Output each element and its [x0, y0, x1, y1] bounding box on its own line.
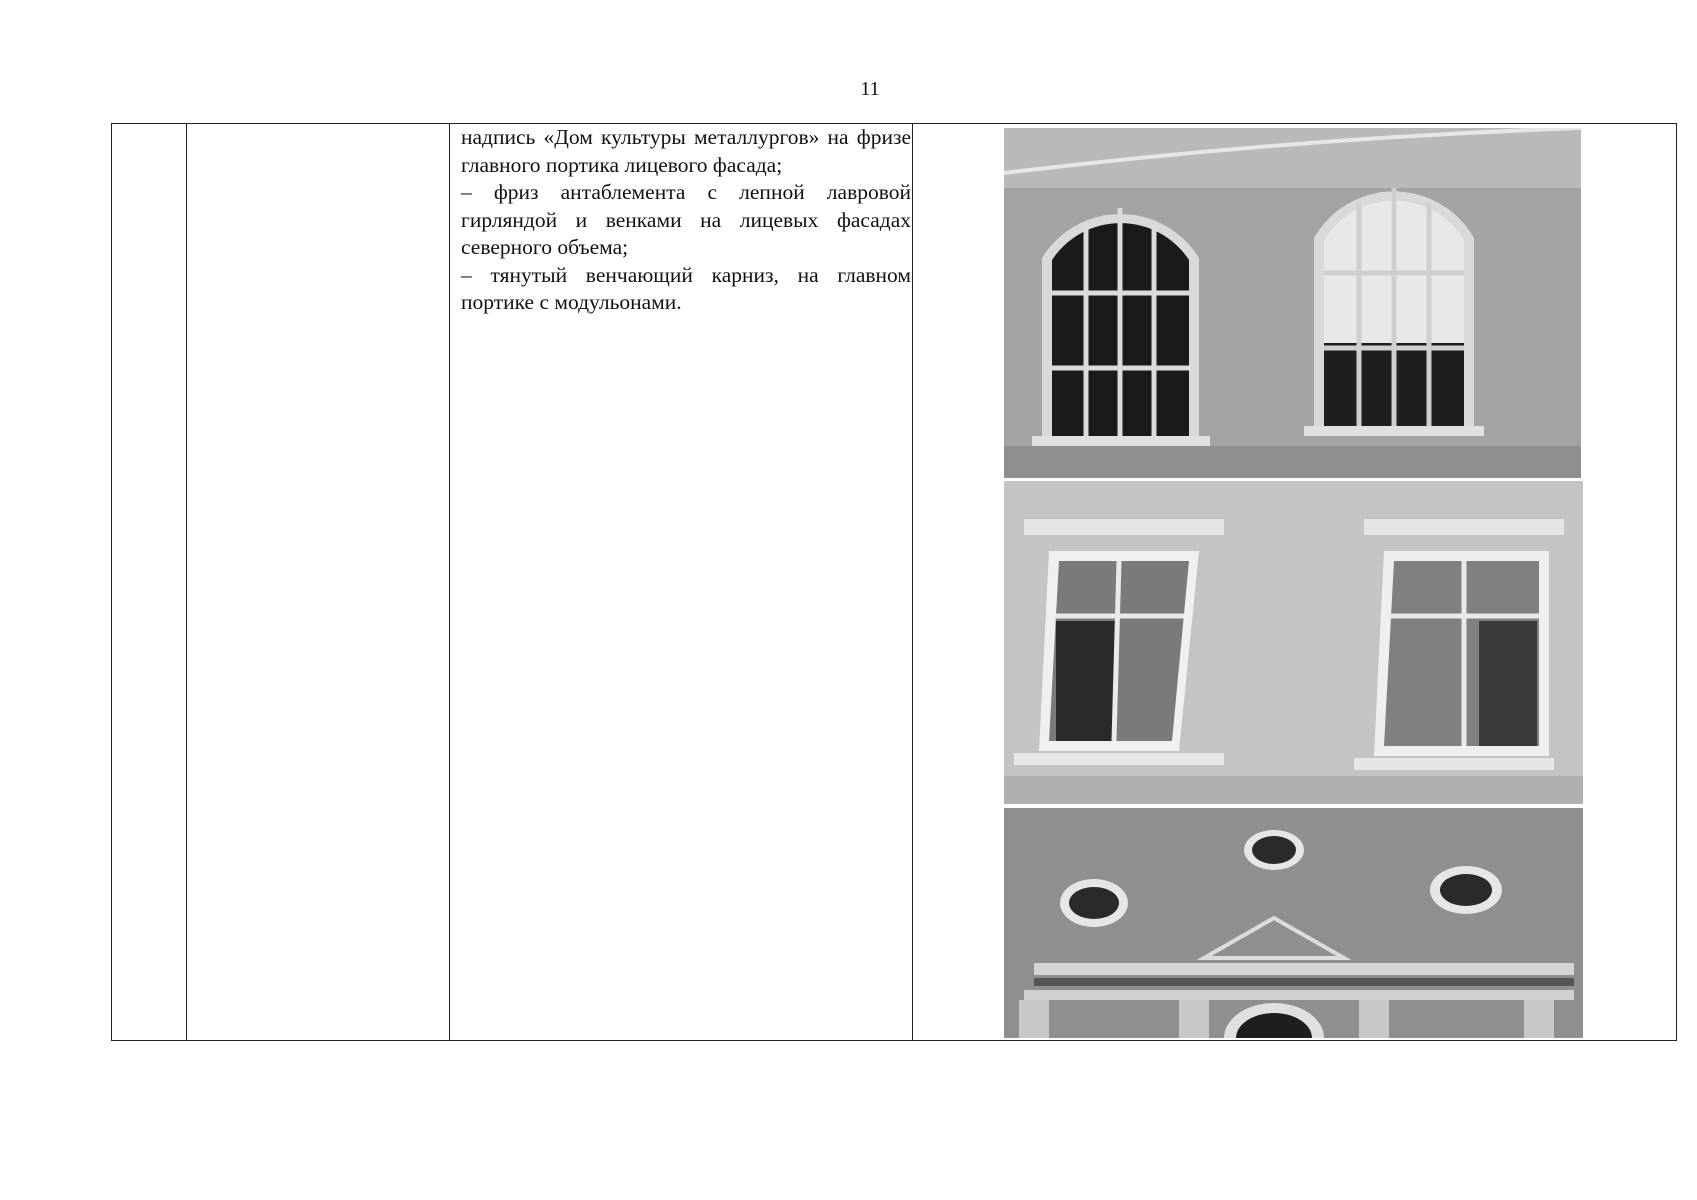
page-number: 11	[860, 78, 880, 100]
photo-arched-windows	[1004, 128, 1581, 478]
description-line: – фриз антаблемента с лепной лавровой гирляндой и венками на лицевых фасадах северного объема;	[461, 180, 911, 259]
column-divider	[449, 124, 450, 1040]
description-cell	[461, 124, 911, 317]
column-divider	[912, 124, 913, 1040]
heritage-table	[111, 123, 1677, 1041]
column-divider	[186, 124, 187, 1040]
description-line: надпись «Дом культуры металлургов» на фризе главного портика лицевого фасада;	[461, 125, 911, 177]
photo-rectangular-windows	[1004, 481, 1583, 804]
photo-portico	[1004, 808, 1583, 1038]
description-line: – тянутый венчающий карниз, на главном портике с модульонами.	[461, 262, 911, 314]
